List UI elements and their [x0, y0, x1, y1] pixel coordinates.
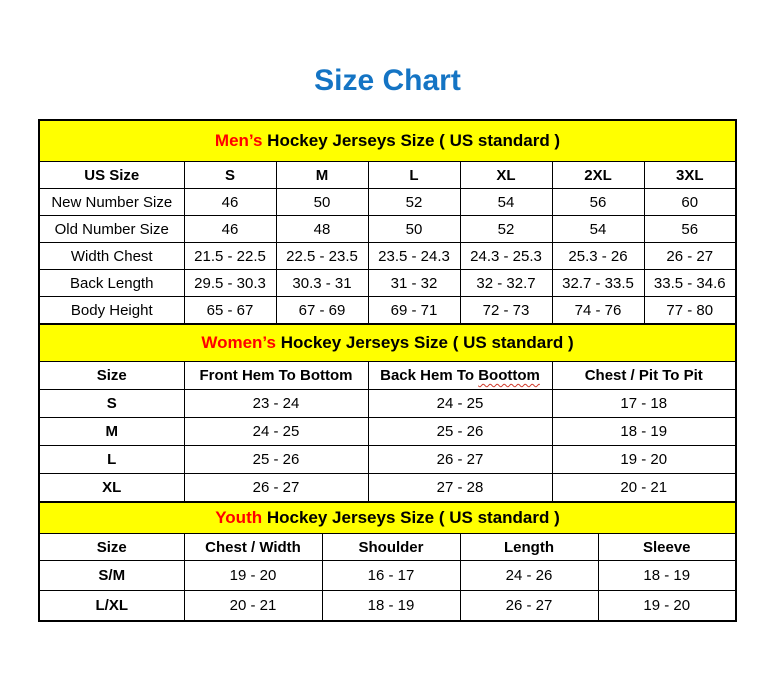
- mens-cell: 77 - 80: [644, 297, 736, 325]
- table-row: [39, 474, 736, 503]
- womens-banner-highlight: Women’s: [201, 333, 276, 352]
- mens-cell: 24.3 - 25.3: [460, 243, 552, 270]
- youth-cell: 26 - 27: [460, 591, 598, 622]
- mens-cell: 52: [368, 189, 460, 216]
- mens-cell: 33.5 - 34.6: [644, 270, 736, 297]
- mens-cell: 56: [552, 189, 644, 216]
- womens-banner-text: Hockey Jerseys Size ( US standard ): [275, 333, 574, 352]
- table-row: [39, 243, 736, 270]
- womens-cell: 24 - 25: [184, 418, 368, 446]
- back-hem-prefix: Back Hem To: [380, 367, 479, 384]
- mens-row-label: Back Length: [39, 270, 184, 297]
- youth-row-label: L/XL: [39, 591, 184, 622]
- youth-cell: 18 - 19: [598, 561, 736, 591]
- mens-banner-row: [39, 120, 736, 162]
- mens-cell: 72 - 73: [460, 297, 552, 325]
- mens-cell: 46: [184, 189, 276, 216]
- mens-cell: 32 - 32.7: [460, 270, 552, 297]
- mens-cell: 74 - 76: [552, 297, 644, 325]
- mens-cell: 67 - 69: [276, 297, 368, 325]
- womens-cell: 18 - 19: [552, 418, 736, 446]
- table-row: [39, 216, 736, 243]
- mens-cell: 22.5 - 23.5: [276, 243, 368, 270]
- mens-cell: 54: [552, 216, 644, 243]
- mens-banner-text: Hockey Jerseys Size ( US standard ): [262, 131, 561, 150]
- mens-col-header-m: M: [276, 162, 368, 189]
- mens-cell: 48: [276, 216, 368, 243]
- youth-row-label: S/M: [39, 561, 184, 591]
- womens-col-header-chest: Chest / Pit To Pit: [552, 362, 736, 390]
- womens-cell: 20 - 21: [552, 474, 736, 503]
- youth-banner-highlight: Youth: [215, 508, 263, 527]
- mens-col-header-3xl: 3XL: [644, 162, 736, 189]
- mens-col-header-xl: XL: [460, 162, 552, 189]
- table-row: [39, 297, 736, 325]
- table-row: [39, 189, 736, 216]
- womens-cell: 26 - 27: [184, 474, 368, 503]
- mens-row-label: Body Height: [39, 297, 184, 325]
- mens-cell: 25.3 - 26: [552, 243, 644, 270]
- womens-cell: 27 - 28: [368, 474, 552, 503]
- back-hem-misspelled-word: Boottom: [478, 367, 540, 384]
- mens-cell: 29.5 - 30.3: [184, 270, 276, 297]
- youth-col-header-shoulder: Shoulder: [322, 534, 460, 561]
- mens-col-header-l: L: [368, 162, 460, 189]
- youth-cell: 24 - 26: [460, 561, 598, 591]
- womens-row-label: XL: [39, 474, 184, 503]
- mens-col-header-2xl: 2XL: [552, 162, 644, 189]
- mens-col-header-s: S: [184, 162, 276, 189]
- womens-row-label: S: [39, 390, 184, 418]
- womens-cell: 26 - 27: [368, 446, 552, 474]
- womens-cell: 24 - 25: [368, 390, 552, 418]
- youth-cell: 19 - 20: [598, 591, 736, 622]
- womens-col-header-front-hem: Front Hem To Bottom: [184, 362, 368, 390]
- youth-col-header-size: Size: [39, 534, 184, 561]
- mens-cell: 32.7 - 33.5: [552, 270, 644, 297]
- mens-header-row: [39, 162, 736, 189]
- womens-cell: 25 - 26: [368, 418, 552, 446]
- mens-cell: 46: [184, 216, 276, 243]
- mens-size-table: [38, 119, 737, 325]
- mens-cell: 50: [368, 216, 460, 243]
- table-row: [39, 390, 736, 418]
- mens-col-header-us-size: US Size: [39, 162, 184, 189]
- youth-banner-row: [39, 502, 736, 534]
- mens-cell: 50: [276, 189, 368, 216]
- table-row: [39, 561, 736, 591]
- womens-cell: 23 - 24: [184, 390, 368, 418]
- youth-cell: 19 - 20: [184, 561, 322, 591]
- youth-cell: 20 - 21: [184, 591, 322, 622]
- youth-banner-text: Hockey Jerseys Size ( US standard ): [262, 508, 560, 527]
- womens-header-row: [39, 362, 736, 390]
- mens-row-label: New Number Size: [39, 189, 184, 216]
- mens-banner-highlight: Men’s: [214, 131, 263, 150]
- page-title: Size Chart: [314, 64, 461, 97]
- mens-cell: 65 - 67: [184, 297, 276, 325]
- mens-cell: 69 - 71: [368, 297, 460, 325]
- table-row: [39, 270, 736, 297]
- youth-col-header-sleeve: Sleeve: [598, 534, 736, 561]
- mens-cell: 23.5 - 24.3: [368, 243, 460, 270]
- youth-col-header-chest-width: Chest / Width: [184, 534, 322, 561]
- womens-cell: 17 - 18: [552, 390, 736, 418]
- mens-row-label: Width Chest: [39, 243, 184, 270]
- mens-cell: 26 - 27: [644, 243, 736, 270]
- mens-cell: 52: [460, 216, 552, 243]
- womens-row-label: L: [39, 446, 184, 474]
- womens-table-banner: [39, 324, 736, 362]
- table-row: [39, 446, 736, 474]
- womens-banner-row: [39, 324, 736, 362]
- mens-cell: 54: [460, 189, 552, 216]
- womens-cell: 19 - 20: [552, 446, 736, 474]
- youth-col-header-length: Length: [460, 534, 598, 561]
- mens-row-label: Old Number Size: [39, 216, 184, 243]
- youth-header-row: [39, 534, 736, 561]
- womens-col-header-back-hem: [368, 362, 552, 390]
- mens-cell: 21.5 - 22.5: [184, 243, 276, 270]
- womens-row-label: M: [39, 418, 184, 446]
- mens-cell: 56: [644, 216, 736, 243]
- womens-size-table: [38, 323, 737, 503]
- youth-cell: 16 - 17: [322, 561, 460, 591]
- youth-cell: 18 - 19: [322, 591, 460, 622]
- youth-table-banner: [39, 502, 736, 534]
- mens-cell: 31 - 32: [368, 270, 460, 297]
- table-row: [39, 418, 736, 446]
- size-chart: [38, 119, 737, 622]
- mens-cell: 60: [644, 189, 736, 216]
- table-row: [39, 591, 736, 622]
- youth-size-table: [38, 501, 737, 622]
- womens-col-header-size: Size: [39, 362, 184, 390]
- mens-cell: 30.3 - 31: [276, 270, 368, 297]
- mens-table-banner: [39, 120, 736, 162]
- womens-cell: 25 - 26: [184, 446, 368, 474]
